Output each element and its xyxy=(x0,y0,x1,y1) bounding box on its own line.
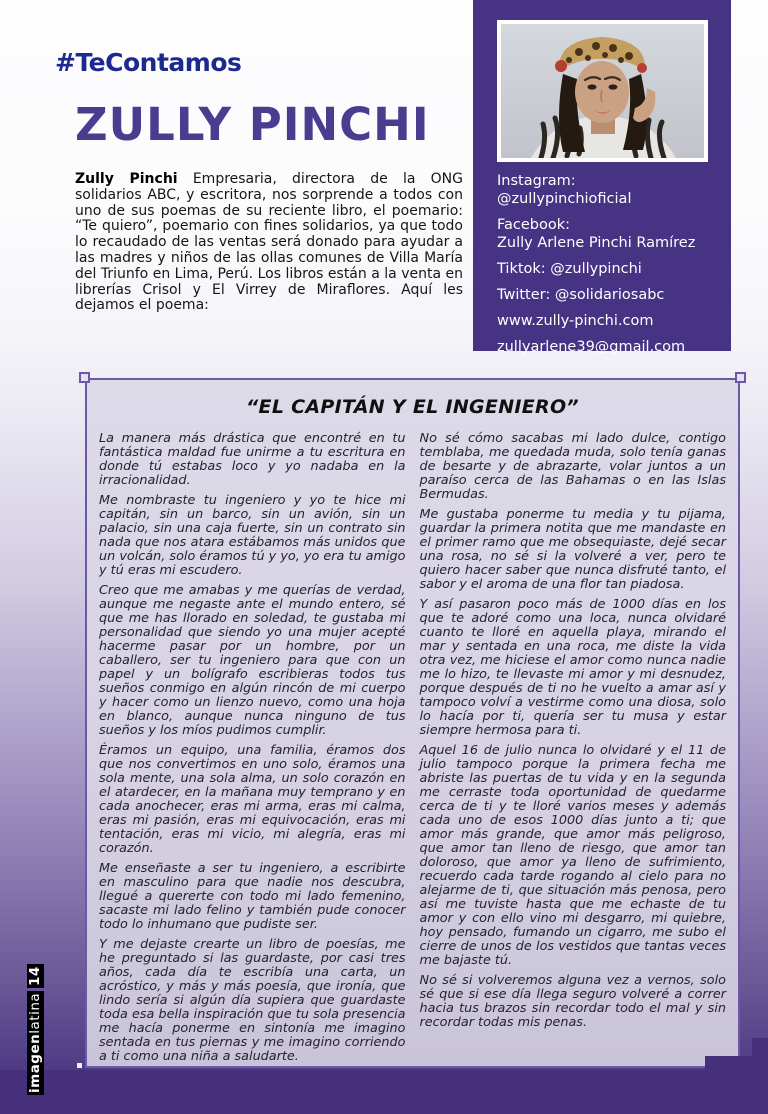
poem-left-column xyxy=(99,432,406,1070)
magazine-name-bold: imagen xyxy=(27,1033,43,1093)
facebook-label: Facebook: xyxy=(497,217,571,233)
section-hashtag: #TeContamos xyxy=(55,48,242,77)
corner-dot-bottom-left xyxy=(77,1063,82,1068)
poem-paragraph: Me enseñaste a ser tu ingeniero, a escribirte en masculino para que nadie nos descubra, llegué a quererte con todo mi lado femenino, sacaste mi lado felino y también pude conocer todo lo inhumano que pudiste ser. xyxy=(99,861,406,932)
poem-title: “EL CAPITÁN Y EL INGENIERO” xyxy=(246,396,579,418)
intro-paragraph xyxy=(75,172,463,314)
poem-right-column xyxy=(420,432,727,1070)
poem-paragraph: Y me dejaste crearte un libro de poesías, me he preguntado si las guardaste, por casi tres años, cada día te escribía una carta, un acróstico, y más y más poesía, que ironía, que lindo sería si algún día supiera que guardaste toda esa bella inspiración que tu sola presencia me hacía ponerme en sintonía me imagino sentada en tus piernas y me imagino corriendo a ti como una niña a saludarte. xyxy=(99,937,406,1064)
magazine-page-label xyxy=(27,966,44,1095)
magazine-name-light: latina xyxy=(27,992,43,1034)
poem-paragraph: Me nombraste tu ingeniero y yo te hice mi capitán, sin un barco, sin un avión, sin un palacio, sin una caja fuerte, sin un contrato sin nada que nos atara estábamos más unidos que un volcán, solo éramos tú y yo, yo era tu amigo y tú eras mi escudero. xyxy=(99,493,406,578)
intro-lead-name: Zully Pinchi xyxy=(75,171,178,187)
corner-ornament-top-left xyxy=(79,372,90,383)
website-url: www.zully-pinchi.com xyxy=(497,313,654,329)
poem-paragraph: Creo que me amabas y me querías de verdad, aunque me negaste ante el mundo entero, sé que me has llorado en soledad, te gustaba mi personalidad que siendo yo una mujer acepté hacerme pasar por un hombre, por un caballero, ser tu ingeniero para que con un papel y un bolígrafo escribieras todos tus sueños conmigo en algún rincón de mi cuerpo y hacer como un lienzo nuevo, como una hoja en blanco, aunque nunca ninguno de tus sueños y los míos pudimos cumplir. xyxy=(99,583,406,738)
email-address: zullyarlene39@gmail.com xyxy=(497,339,686,355)
poem-paragraph: Me gustaba ponerme tu media y tu pijama, guardar la primera notita que me mandaste en el primer ramo que me obsequiaste, dejé secar una rosa, no sé si la volveré a ver, pero te quiero hacer saber que nunca disfruté tanto, el sabor y el aroma de una flor tan piadosa. xyxy=(419,507,726,592)
footer-bar xyxy=(0,1070,768,1114)
facebook-name: Zully Arlene Pinchi Ramírez xyxy=(497,235,696,251)
page-title: ZULLY PINCHI xyxy=(75,98,430,151)
contact-sidebar xyxy=(473,0,731,355)
magazine-name xyxy=(27,991,44,1095)
poem-paragraph: La manera más drástica que encontré en tu fantástica maldad fue unirme a tu escritura en donde tú estabas loco y yo nadaba en la irracionalidad. xyxy=(99,431,406,488)
corner-ornament-top-right xyxy=(735,372,746,383)
twitter-handle: Twitter: @solidariosabc xyxy=(497,287,665,303)
page-number: 14 xyxy=(27,966,43,986)
poem-paragraph: Y así pasaron poco más de 1000 días en los que te adoré como una loca, nunca olvidaré cuanto te lloré en aquella playa, mirando el mar y sentada en una roca, me diste la vida otra vez, me hiciese el amor como nunca nadie me lo hizo, te llevaste mi amor y mi desnudez, porque después de ti no he vuelto a amar así y tampoco volví a vestirme como una diosa, solo lo hacía por ti, quería ser tu musa y estar siempre hermosa para ti. xyxy=(419,597,726,738)
portrait-illustration xyxy=(501,24,704,158)
poem-paragraph: No sé si volveremos alguna vez a vernos, solo sé que si ese día llega seguro volveré a correr hacia tus brazos sin recordar todo el mal y sin recordar todas mis penas. xyxy=(419,973,726,1030)
contact-info xyxy=(497,172,719,356)
instagram-label: Instagram: xyxy=(497,173,576,189)
poem-paragraph: Éramos un equipo, una familia, éramos dos que nos convertimos en uno solo, éramos una sola mente, una sola alma, un solo corazón en el atardecer, en la mañana muy temprano y en cada anochecer, eras mi arma, eras mi calma, eras mi pasión, eras mi equivocación, eras mi tentación, eras mi vicio, mi alegría, eras mi corazón. xyxy=(99,743,406,856)
poem-paragraph: Aquel 16 de julio nunca lo olvidaré y el 11 de julio tampoco porque la primera fecha me abriste las puertas de tu vida y en la segunda me cerraste toda oportunidad de quedarme cerca de ti y te lloré varios meses y además cada uno de esos 1000 días junto a ti; que amor más grande, que amor más peligroso, que amor tan lleno de riesgo, que amor tan doloroso, que amor ya lleno de sufrimiento, recuerdo cada tarde rogando al cielo para no alejarme de ti, que situación más penosa, pero así me tuviste hasta que me echaste de tu amor y con ello vino mi desgarro, mi quiebre, hoy pensado, fumando un cigarro, me subo el cierre de unos de los vestidos que tantas veces me bajaste tú. xyxy=(419,743,726,968)
tiktok-handle: Tiktok: @zullypinchi xyxy=(497,261,642,277)
instagram-handle: @zullypinchioficial xyxy=(497,191,632,207)
poem-box xyxy=(85,378,740,1068)
poem-columns xyxy=(87,418,738,1070)
intro-body-text: Empresaria, directora de la ONG solidarios ABC, y escritora, nos sorprende a todos con uno de sus poemas de su reciente libro, el poemario: “Te quiero”, poemario con fines solidarios, ya que todo lo recaudado de las ventas será donado para ayudar a las madres y niños de las ollas comunes de Villa María del Triunfo en Lima, Perú. Los libros están a la venta en librerías Crisol y El Virrey de Miraflores. Aquí les dejamos el poema: xyxy=(75,171,463,314)
portrait-photo xyxy=(497,20,708,162)
poem-paragraph: No sé cómo sacabas mi lado dulce, contigo temblaba, me quedada muda, solo tenía ganas de besarte y de abrazarte, volar juntos a un paraíso cerca de las Bahamas o en las Islas Bermudas. xyxy=(419,431,726,502)
